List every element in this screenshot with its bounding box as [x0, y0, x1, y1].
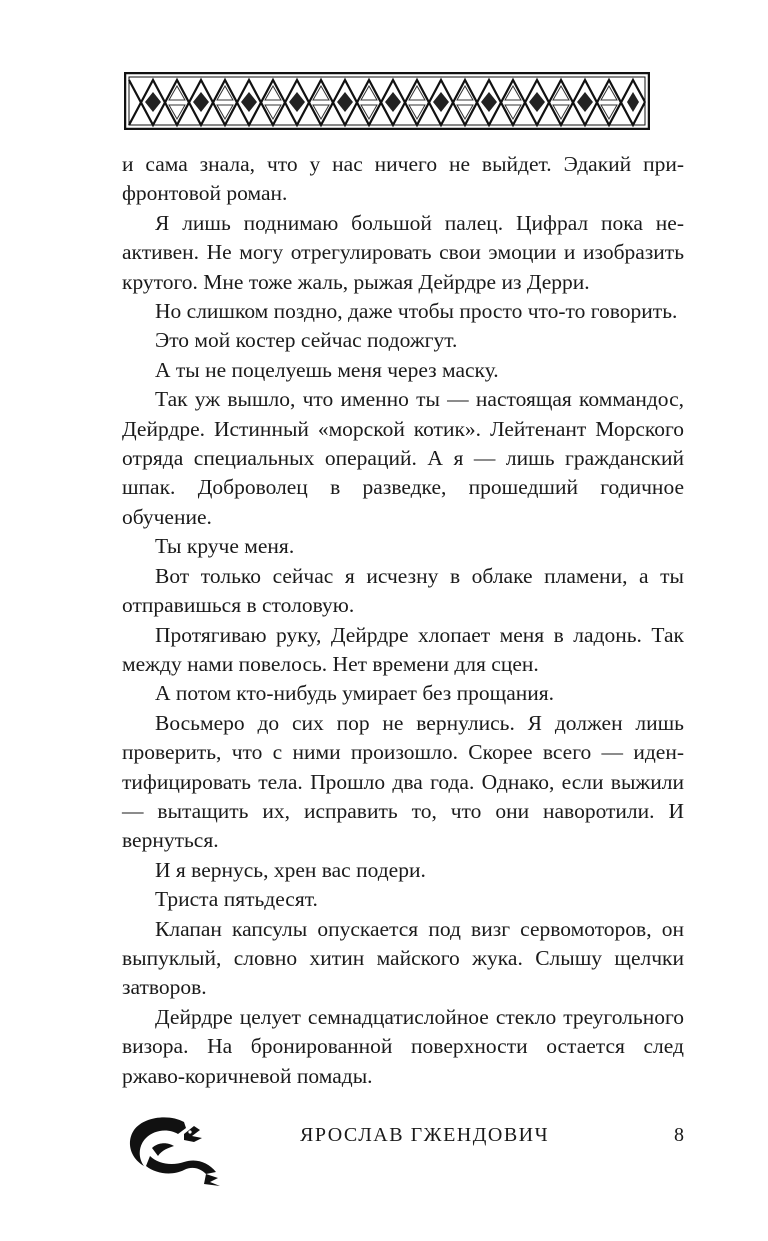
- paragraph: Я лишь поднимаю большой палец. Цифрал пока неактивен. Не могу отрегулировать свои эмоции и изобразить крутого. Мне тоже жаль, рыжая Дейрдре из Дерри.: [122, 210, 684, 294]
- paragraph: А потом кто-нибудь умирает без прощания.: [155, 681, 555, 706]
- paragraph: Так уж вышло, что именно ты — настоящая коммандос, Дейрдре. Истинный «морской котик». Лейтенант Морского отряда специальных операций. А я — лишь гражданский шпак. Доброволец в разведке, прошедший годичное обучение.: [122, 387, 684, 529]
- paragraph: Восьмеро до сих пор не вернулись. Я должен лишь проверить, что с ними произошло. Скорее всего — идентифицировать тела. Прошло два года. Однако, если выжили — вытащить их, исправить то, что они наворотили. И вернуться.: [122, 710, 684, 853]
- paragraph: И я вернусь, хрен вас подери.: [155, 857, 426, 882]
- paragraph: Ты круче меня.: [155, 534, 295, 559]
- ornament-header-border: [124, 72, 650, 130]
- paragraph: Но слишком поздно, даже чтобы просто что-то говорить.: [155, 299, 678, 324]
- paragraph: Дейрдре целует семнадцатислойное стекло треугольного визора. На бронированной поверхности остается след ржаво-коричневой помады.: [122, 1004, 684, 1088]
- paragraph: Триста пятьдесят.: [155, 887, 318, 912]
- paragraph: Это мой костер сейчас подожгут.: [155, 328, 458, 353]
- body-text: [122, 150, 684, 1091]
- dragon-logo-icon: [122, 1112, 222, 1190]
- paragraph: Клапан капсулы опускается под визг сервомоторов, он выпуклый, словно хитин майского жука. Слышу щелчки затворов.: [122, 916, 684, 1000]
- running-footer-author: ЯРОСЛАВ ГЖЕНДОВИЧ: [300, 1124, 550, 1146]
- page-number: 8: [674, 1124, 684, 1146]
- paragraph: Вот только сейчас я исчезну в облаке пламени, а ты отправишься в столовую.: [122, 563, 684, 618]
- paragraph: А ты не поцелуешь меня через маску.: [155, 357, 499, 382]
- paragraph: и сама знала, что у нас ничего не выйдет. Эдакий прифронтовой роман.: [122, 152, 684, 206]
- paragraph: Протягиваю руку, Дейрдре хлопает меня в ладонь. Так между нами повелось. Нет времени для сцен.: [122, 622, 684, 676]
